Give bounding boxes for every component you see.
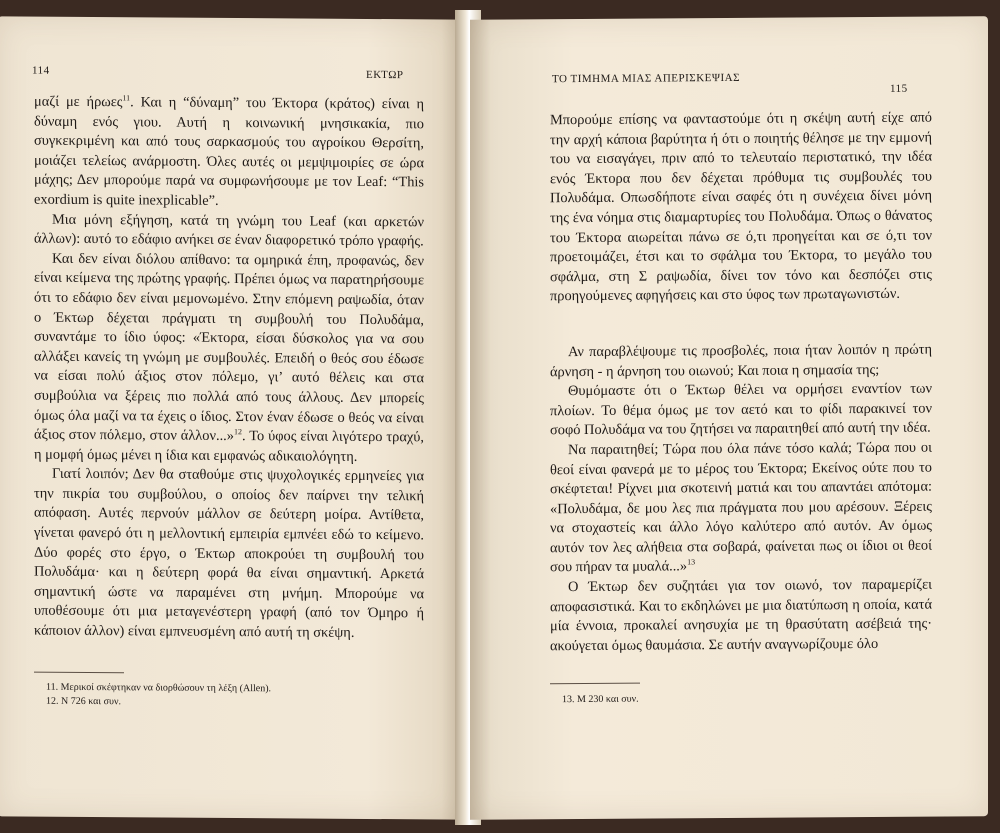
running-head-right: ΤΟ ΤΙΜΗΜΑ ΜΙΑΣ ΑΠΕΡΙΣΚΕΨΙΑΣ [552, 71, 741, 86]
footnote: 13. Μ 230 και συν. [562, 693, 639, 706]
paragraph: Θυμόμαστε ότι ο Έκτωρ θέλει να ορμήσει εναντίον των πλοίων. Το θέμα όμως με τον αετό και το φίδι παρακινεί τον σοφό Πολυδάμα να του ζητήσει να παραιτηθεί από αυτή την ιδέα. [550, 380, 932, 439]
paragraph: Και δεν είναι διόλου απίθανο: τα ομηρικά έπη, προφανώς, δεν είναι κείμενα της πρώτης γραφής. Πρέπει όμως να παρατηρήσουμε ότι το εδάφιο δεν είναι μεμονωμένο. Στην επόμενη ραψωδία, όταν ο Έκτωρ δέχεται πράγματι τη συμβουλή του Πολυδάμα, συναντάμε το ίδιο ύφος: «Έκτορα, είσαι δύσκολος για να σου αλλάξει κανείς τη γνώμη με συμβουλές. Επειδή ο θεός σου έδωσε να είσαι πολύ άξιος στον πόλεμο, γι’ αυτό θέλεις και στα συμβούλια να ξέρεις πιο πολλά από τους άλλους. Δεν μπορείς όμως όλα μαζί να τα έχεις ο ίδιος. Στον έναν έδωσε ο θεός να είναι άξιος στον πόλεμο, στον άλλον...»$^{12}$. Το ύφος είναι λιγότερο τραχύ, η μομφή όμως μένει η ίδια και εμφανώς αδικαιολόγητη. [34, 250, 424, 465]
footnote-rule [34, 672, 124, 674]
footnote-rule [550, 683, 640, 685]
left-footnotes [46, 681, 426, 712]
right-page [470, 16, 988, 820]
section-break [550, 305, 932, 344]
page-number-right: 115 [890, 82, 908, 95]
paragraph: Να παραιτηθεί; Τώρα που όλα πάνε τόσο καλά; Τώρα που οι θεοί είναι φανερά με το μέρος του Έκτορα; Εκείνος ούτε που το σκέφτεται! Ρίχνει μια σκοτεινή ματιά και του απαντάει απότομα: «Πολυδάμα, δε μου λες πια πράγματα που μου αρέσουν. Ξέρεις να στοχαστείς και άλλο λόγο καλύτερο από αυτόν. Αν όμως αυτόν τον λες αλήθεια στα σοβαρά, φαίνεται πως οι ίδιοι οι θεοί σου πήραν τα μυαλά...»$^{13}$ [550, 439, 932, 576]
footnote-ref: 13 [687, 557, 696, 567]
footnote: 12. Ν 726 και συν. [46, 695, 121, 708]
footnote: 11. Μερικοί σκέφτηκαν να διορθώσουν τη λέξη (Allen). [46, 681, 272, 695]
footnote-ref: 12 [233, 427, 242, 437]
paragraph: Μπορούμε επίσης να φανταστούμε ότι η σκέψη αυτή είχε από την αρχή κάποια βαρύτητα ή ότι ο ποιητής θέλησε με την εμμονή του να εισαγάγει, πριν από το τελευταίο περιστατικό, την ιδέα ενός Έκτορα που δεν δέχεται πρόθυμα τις συμβουλές του Πολυδάμα. Οπωσδήποτε είναι σαφές ότι η συνέχεια δίνει μόνη της ένα νόημα στις διαμαρτυρίες του Πολυδάμα. Όπως ο θάνατος του Έκτορα αιωρείται πάνω σε ό,τι προηγείται και σε ό,τι τον προετοιμάζει, έτσι και το σφάλμα του Έκτορα, το μεγάλο του σφάλμα, στη Σ ραψωδία, δίνει τον τόνο και δεσπόζει στις προηγούμενες αφηγήσεις και στο ύφος των πρωταγωνιστών. [550, 109, 932, 305]
running-head-left: ΕΚΤΩΡ [366, 68, 404, 82]
paragraph: Γιατί λοιπόν; Δεν θα σταθούμε στις ψυχολογικές ερμηνείες για την πικρία του συμβούλου, ο οποίος δεν παίρνει την τελική απόφαση. Αυτές περνούν μάλλον σε δεύτερη μοίρα. Αντίθετα, γίνεται φανερό ότι η μελλοντική εμπειρία εμπνέει εδώ το κείμενο. Δύο φορές στο έργο, ο Έκτωρ αποκρούει τη συμβουλή του Πολυδάμα· και η δεύτερη φορά θα είναι σημαντική. Αρκετά σημαντική ώστε να παραμένει στη μνήμη. Μπορούμε να υποθέσουμε ότι μια μεταγενέστερη γραφή (από τον Όμηρο ή κάποιον άλλον) είναι εμπνευσμένη από αυτή τη σκέψη. [34, 466, 424, 641]
right-body-text [550, 109, 932, 657]
paragraph: μαζί με ήρωες$^{11}$. Και η “δύναμη” του Έκτορα (κράτος) είναι η δύναμη ενός γιου. Αυτή η κοινωνική μνησικακία, πιο συγκεκριμένη και από τους σαρκασμούς του αγροίκου Θερσίτη, μοιάζει τελείως ανάρμοστη. Όλες αυτές οι μεμψιμοιρίες σε ώρα μάχης; Δεν μπορούμε παρά να συμφωνήσουμε με τον Leaf: “This exordium is quite inexplicable”. [34, 93, 424, 209]
paragraph: Ο Έκτωρ δεν συζητάει για τον οιωνό, τον παραμερίζει αποφασιστικά. Και το εκδηλώνει με μια διατύπωση η οποία, κατά μία έννοια, προκαλεί ανησυχία με τη θρασύτατη ασέβειά της· ακούγεται όμως θαυμάσια. Σε αυτήν αναγνωρίζουμε όλο [550, 576, 932, 655]
page-number-left: 114 [32, 64, 50, 77]
left-body-text [34, 93, 424, 644]
paragraph: Μια μόνη εξήγηση, κατά τη γνώμη του Leaf (και αρκετών άλλων): αυτό το εδάφιο ανήκει σε έναν διαφορετικό τρόπο γραφής. [34, 211, 424, 250]
paragraph: Αν παραβλέψουμε τις προσβολές, ποια ήταν λοιπόν η πρώτη άρνηση - η άρνηση του οιωνού; Και ποια η σημασία της; [550, 341, 932, 380]
left-page [0, 16, 460, 819]
footnote-ref: 11 [122, 93, 131, 103]
right-footnotes [562, 691, 922, 708]
